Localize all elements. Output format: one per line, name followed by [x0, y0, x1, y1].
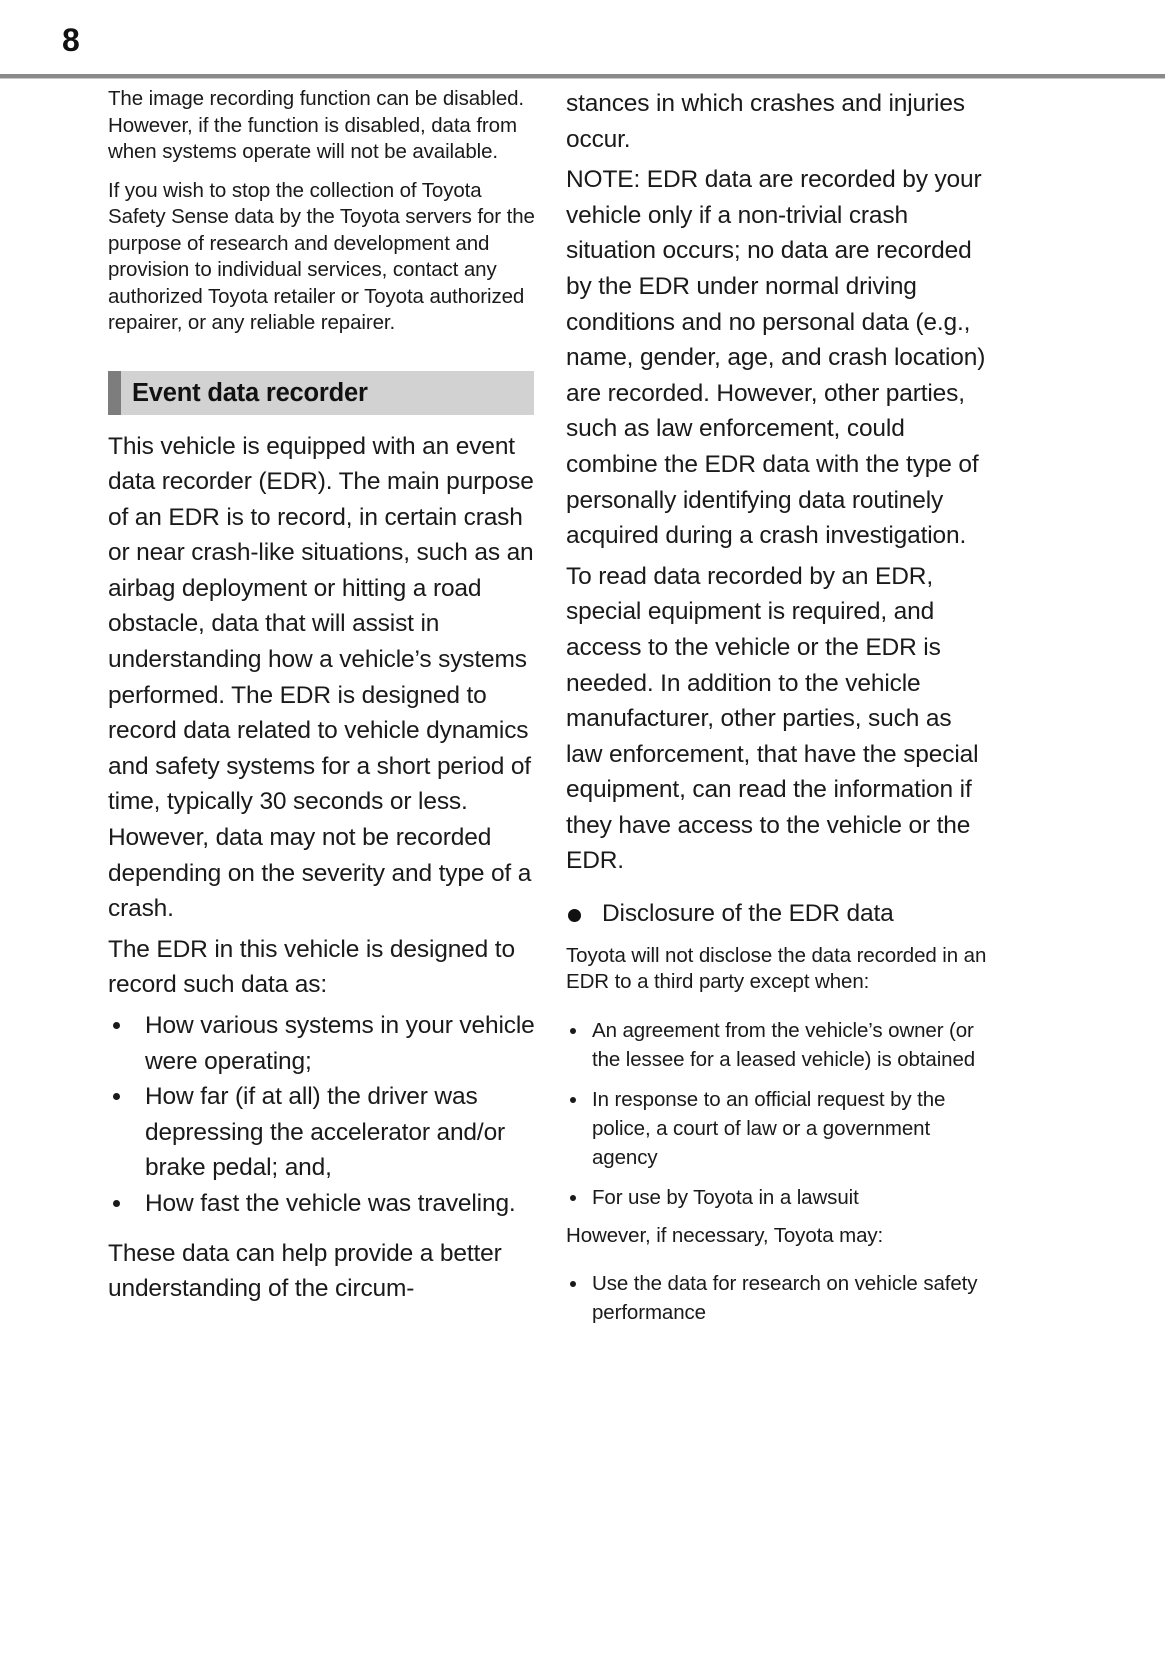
list-item-label: In response to an official request by the police, a court of law or a government agency	[592, 1087, 946, 1169]
list-item	[108, 1186, 536, 1222]
right-column	[566, 86, 990, 1338]
list-edr-recorded-data	[108, 1008, 536, 1222]
list-item-label: How fast the vehicle was traveling.	[145, 1189, 516, 1217]
bullet-dot-icon	[113, 1093, 120, 1100]
list-item	[566, 1183, 990, 1212]
list-item-label: How various systems in your vehicle were operating;	[145, 1012, 535, 1075]
subheading-label: Disclosure of the EDR data	[602, 900, 894, 928]
paragraph-edr-purpose: This vehicle is equipped with an event data recorder (EDR). The main purpose of an EDR is to record, in certain crash or near crash-like situations, such as an airbag deployment or hitting a road obstacle, data that will assist in understanding how a vehicle’s systems performed. The EDR is designed to record data related to vehicle dynamics and safety systems for a short period of time, typically 30 seconds or less. However, data may not be recorded depending on the severity and type of a crash.	[108, 432, 534, 923]
list-item	[566, 1016, 990, 1074]
list-item	[108, 1079, 536, 1186]
bullet-dot-icon	[113, 1022, 120, 1029]
left-column	[108, 86, 536, 1312]
list-item-label: Use the data for research on vehicle safety performance	[592, 1272, 978, 1325]
page-number: 8	[62, 22, 80, 58]
list-disclosure-exceptions	[566, 1016, 990, 1212]
paragraph-note-edr-data: NOTE: EDR data are recorded by your vehicle only if a non-trivial crash situation occurs; no data are recorded by the EDR under normal driving conditions and no personal data (e.g., name, gender, age, and crash location) are recorded. However, other parties, such as law enforcement, could combine the EDR data with the type of personally identifying data routinely acquired during a crash investigation.	[566, 166, 986, 550]
list-item	[566, 1085, 990, 1172]
section-heading-event-data-recorder	[108, 371, 534, 415]
page-header	[0, 0, 1165, 78]
list-toyota-may	[566, 1269, 990, 1327]
bullet-dot-icon	[113, 1200, 120, 1207]
spacer	[566, 1008, 990, 1016]
list-item-label: How far (if at all) the driver was depressing the accelerator and/or brake pedal; and,	[145, 1083, 506, 1182]
list-item	[566, 1269, 990, 1327]
spacer	[108, 1222, 536, 1236]
paragraph-stop-collection: If you wish to stop the collection of Toyota Safety Sense data by the Toyota servers for the purpose of research and development and provision to individual services, contact any authorized Toyota retailer or Toyota authorized repairer, or any reliable repairer.	[108, 178, 535, 334]
header-divider	[0, 74, 1165, 79]
section-heading-label: Event data recorder	[132, 378, 368, 407]
bullet-dot-icon	[570, 1097, 576, 1103]
paragraph-image-recording: The image recording function can be disabled. However, if the function is disabled, data from when systems operate will not be available.	[108, 87, 525, 163]
paragraph-read-edr-data: To read data recorded by an EDR, special equipment is required, and access to the vehicle or the EDR is needed. In addition to the vehicle manufacturer, other parties, such as law enforcement, that have the special equipment, can read the information if they have access to the vehicle or the EDR.	[566, 562, 979, 875]
bullet-dot-icon	[570, 1195, 576, 1201]
paragraph-edr-records-intro: The EDR in this vehicle is designed to record such data as:	[108, 935, 515, 999]
section-heading-accent-bar	[108, 371, 121, 415]
list-item-label: For use by Toyota in a lawsuit	[592, 1185, 859, 1209]
paragraph-disclosure-intro: Toyota will not disclose the data recorded in an EDR to a third party except when:	[566, 943, 987, 994]
bullet-dot-icon	[570, 1281, 576, 1287]
paragraph-continuation-circumstances: stances in which crashes and injuries occur.	[566, 90, 965, 153]
bullet-dot-icon	[570, 1028, 576, 1034]
filled-circle-bullet-icon	[568, 909, 581, 922]
paragraph-however-necessary: However, if necessary, Toyota may:	[566, 1223, 884, 1247]
subheading-disclosure	[566, 896, 990, 932]
spacer	[566, 1261, 990, 1269]
paragraph-these-data-help: These data can help provide a better understanding of the circum-	[108, 1239, 502, 1303]
list-item	[108, 1008, 536, 1079]
list-item-label: An agreement from the vehicle’s owner (or the lessee for a leased vehicle) is obtained	[592, 1018, 976, 1071]
